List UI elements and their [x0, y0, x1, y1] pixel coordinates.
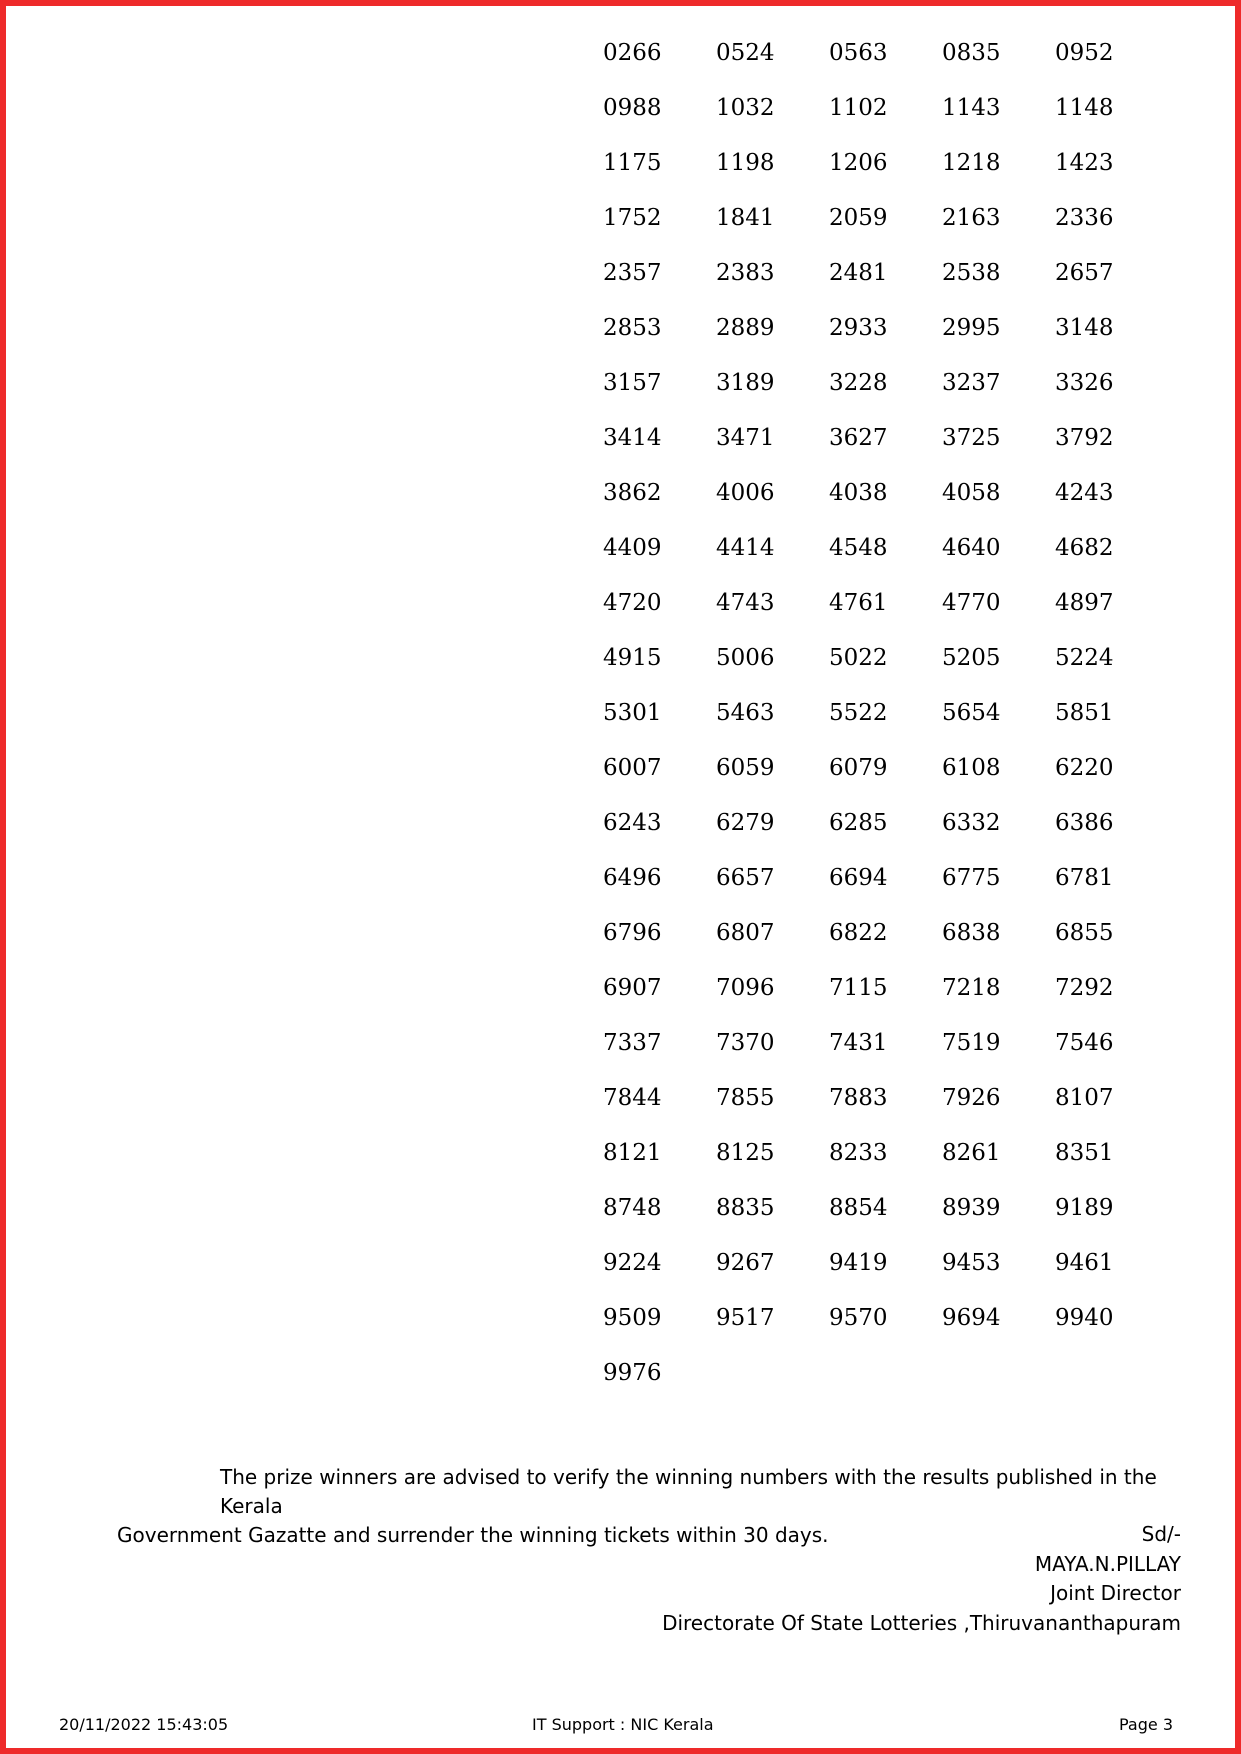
- winning-number: 4640: [942, 535, 1001, 561]
- winning-number: 6243: [603, 810, 662, 836]
- winning-number: 6007: [603, 755, 662, 781]
- winning-number: 3228: [829, 370, 888, 396]
- winning-number: 1143: [942, 95, 1001, 121]
- footer-page-number: Page 3: [1119, 1715, 1173, 1734]
- winning-number: 9189: [1055, 1195, 1114, 1221]
- winning-number: 4743: [716, 590, 775, 616]
- winning-number: 9976: [603, 1360, 662, 1386]
- winning-number: 4006: [716, 480, 775, 506]
- winning-number: 4414: [716, 535, 775, 561]
- winning-number: 2383: [716, 260, 775, 286]
- winning-number: 6775: [942, 865, 1001, 891]
- winning-number: 6855: [1055, 920, 1114, 946]
- winning-number: 5205: [942, 645, 1001, 671]
- winning-number: 3237: [942, 370, 1001, 396]
- winning-number: 1148: [1055, 95, 1114, 121]
- winning-number: 3627: [829, 425, 888, 451]
- winning-number: 8121: [603, 1140, 662, 1166]
- winning-number: 1423: [1055, 150, 1114, 176]
- winning-number: 7292: [1055, 975, 1114, 1001]
- winning-number: 7370: [716, 1030, 775, 1056]
- winning-number: 2889: [716, 315, 775, 341]
- signatory-office: Directorate Of State Lotteries ,Thiruvananthapuram: [662, 1610, 1181, 1635]
- winning-number: 2357: [603, 260, 662, 286]
- winning-number: 5224: [1055, 645, 1114, 671]
- winning-number: 7855: [716, 1085, 775, 1111]
- winning-number: 6657: [716, 865, 775, 891]
- winning-number: 4058: [942, 480, 1001, 506]
- winning-number: 8233: [829, 1140, 888, 1166]
- winning-number: 6386: [1055, 810, 1114, 836]
- winning-number: 6822: [829, 920, 888, 946]
- winning-number: 3862: [603, 480, 662, 506]
- winning-number: 7926: [942, 1085, 1001, 1111]
- winning-number: 6907: [603, 975, 662, 1001]
- winning-number: 7218: [942, 975, 1001, 1001]
- notice-line-2: Government Gazatte and surrender the winning tickets within 30 days.: [117, 1523, 829, 1547]
- winning-number: 3792: [1055, 425, 1114, 451]
- winning-number: 5022: [829, 645, 888, 671]
- winning-number: 2933: [829, 315, 888, 341]
- winning-number: 3414: [603, 425, 662, 451]
- winning-number: 9509: [603, 1305, 662, 1331]
- winning-number: 3157: [603, 370, 662, 396]
- winning-number: 2853: [603, 315, 662, 341]
- signatory-name: MAYA.N.PILLAY: [1034, 1551, 1181, 1576]
- winning-number: 0952: [1055, 40, 1114, 66]
- winning-number: 0524: [716, 40, 775, 66]
- winning-number: 6796: [603, 920, 662, 946]
- winning-number: 2336: [1055, 205, 1114, 231]
- signature-block: [662, 1520, 1181, 1638]
- winning-number: 4409: [603, 535, 662, 561]
- winning-number: 5522: [829, 700, 888, 726]
- winning-number: 2995: [942, 315, 1001, 341]
- winning-number: 1206: [829, 150, 888, 176]
- winning-number: 3471: [716, 425, 775, 451]
- winning-number: 6838: [942, 920, 1001, 946]
- winning-number: 8854: [829, 1195, 888, 1221]
- winning-number: 0835: [942, 40, 1001, 66]
- winning-number: 3148: [1055, 315, 1114, 341]
- winning-number: 2481: [829, 260, 888, 286]
- winning-numbers-grid: [603, 42, 1168, 1417]
- winning-number: 4038: [829, 480, 888, 506]
- winning-number: 3725: [942, 425, 1001, 451]
- winning-number: 1218: [942, 150, 1001, 176]
- winning-number: 9453: [942, 1250, 1001, 1276]
- winning-number: 8125: [716, 1140, 775, 1166]
- winning-number: 6279: [716, 810, 775, 836]
- winning-number: 4243: [1055, 480, 1114, 506]
- winning-number: 0563: [829, 40, 888, 66]
- winning-number: 2657: [1055, 260, 1114, 286]
- winning-number: 9517: [716, 1305, 775, 1331]
- winning-number: 6220: [1055, 755, 1114, 781]
- winning-number: 7844: [603, 1085, 662, 1111]
- winning-number: 7431: [829, 1030, 888, 1056]
- winning-number: 0988: [603, 95, 662, 121]
- signatory-designation: Joint Director: [1050, 1581, 1181, 1605]
- winning-number: 6496: [603, 865, 662, 891]
- winning-number: 5006: [716, 645, 775, 671]
- winning-number: 8939: [942, 1195, 1001, 1221]
- footer-timestamp: 20/11/2022 15:43:05: [59, 1715, 229, 1734]
- winning-number: 4720: [603, 590, 662, 616]
- winning-number: 8261: [942, 1140, 1001, 1166]
- winning-number: 2538: [942, 260, 1001, 286]
- winning-number: 2059: [829, 205, 888, 231]
- winning-number: 4897: [1055, 590, 1114, 616]
- winning-number: 8351: [1055, 1140, 1114, 1166]
- winning-number: 5851: [1055, 700, 1114, 726]
- winning-number: 7337: [603, 1030, 662, 1056]
- winning-number: 5301: [603, 700, 662, 726]
- winning-number: 4548: [829, 535, 888, 561]
- winning-number: 0266: [603, 40, 662, 66]
- footer-it-support: IT Support : NIC Kerala: [532, 1715, 714, 1734]
- winning-number: 6694: [829, 865, 888, 891]
- winning-number: 9461: [1055, 1250, 1114, 1276]
- winning-number: 6332: [942, 810, 1001, 836]
- winning-number: 4770: [942, 590, 1001, 616]
- winning-number: 9419: [829, 1250, 888, 1276]
- winning-number: 6807: [716, 920, 775, 946]
- winning-number: 9267: [716, 1250, 775, 1276]
- winning-number: 4682: [1055, 535, 1114, 561]
- winning-number: 9570: [829, 1305, 888, 1331]
- winning-number: 4761: [829, 590, 888, 616]
- winning-number: 7115: [829, 975, 888, 1001]
- winning-number: 7519: [942, 1030, 1001, 1056]
- winning-number: 7883: [829, 1085, 888, 1111]
- winning-number: 3189: [716, 370, 775, 396]
- winning-number: 6781: [1055, 865, 1114, 891]
- winning-number: 8748: [603, 1195, 662, 1221]
- winning-number: 6108: [942, 755, 1001, 781]
- winning-number: 2163: [942, 205, 1001, 231]
- winning-number: 6059: [716, 755, 775, 781]
- winning-number: 1198: [716, 150, 775, 176]
- winning-number: 8835: [716, 1195, 775, 1221]
- winning-number: 1102: [829, 95, 888, 121]
- notice-line-1: The prize winners are advised to verify the winning numbers with the results published in the Kerala: [220, 1465, 1157, 1518]
- winning-number: 1752: [603, 205, 662, 231]
- winning-number: 7096: [716, 975, 775, 1001]
- winning-number: 9224: [603, 1250, 662, 1276]
- winning-number: 6285: [829, 810, 888, 836]
- winning-number: 1175: [603, 150, 662, 176]
- winning-number: 5463: [716, 700, 775, 726]
- winning-number: 8107: [1055, 1085, 1114, 1111]
- winning-number: 6079: [829, 755, 888, 781]
- winning-number: 4915: [603, 645, 662, 671]
- winning-number: 9694: [942, 1305, 1001, 1331]
- winning-number: 3326: [1055, 370, 1114, 396]
- winning-number: 7546: [1055, 1030, 1114, 1056]
- winning-number: 9940: [1055, 1305, 1114, 1331]
- signature-sd: Sd/-: [1141, 1522, 1181, 1546]
- winning-number: 1032: [716, 95, 775, 121]
- winning-number: 5654: [942, 700, 1001, 726]
- winning-number: 1841: [716, 205, 775, 231]
